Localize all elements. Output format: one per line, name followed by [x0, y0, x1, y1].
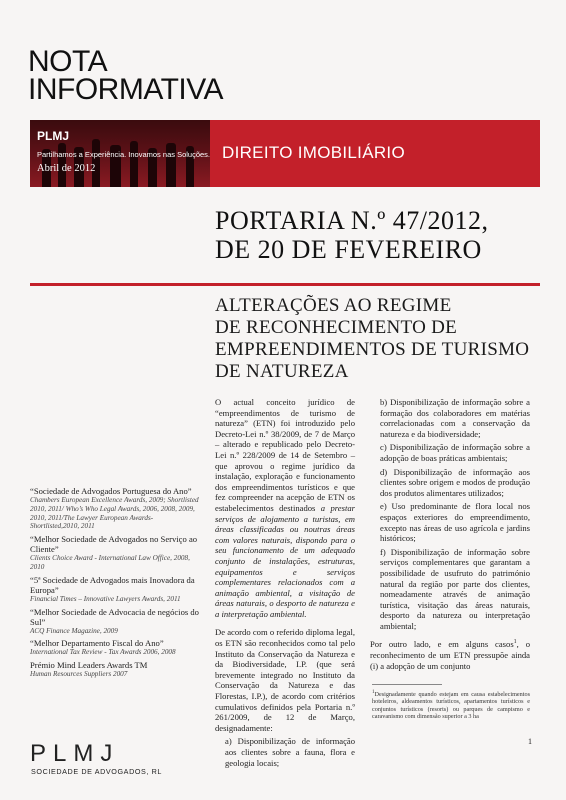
footnote-text: Designadamente quando estejam em causa estabelecimentos hoteleiros, aldeamentos turísticos, apartamentos turísticos e conjuntos turísticos (resorts) ou parques de campismo e caravanismo com dimensão superior a 3 ha: [372, 691, 530, 720]
subtitle-line4: DE NATUREZA: [215, 361, 349, 382]
award-title: “Melhor Departamento Fiscal do Ano”: [30, 638, 164, 649]
award-source: Financial Times – Innovative Lawyers Awards, 2011: [30, 594, 181, 603]
award-source: Human Resources Suppliers 2007: [30, 670, 128, 679]
footnote-divider: [372, 684, 442, 685]
award-title: “Melhor Sociedade de Advogados no Serviço ao Cliente”: [30, 534, 198, 555]
document-title: [215, 206, 489, 264]
award-source: International Tax Review - Tax Awards 2006, 2008: [30, 648, 176, 657]
footnote: [372, 689, 530, 720]
criteria-item-d: d) Disponibilização de informação aos clientes sobre origem e modos de produção dos produtos alimentares utilizados;: [380, 466, 530, 498]
award-title: “5ª Sociedade de Advogados mais Inovadora da Europa”: [30, 574, 195, 595]
body-column-right: [370, 397, 530, 674]
award-source: Clients Choice Award - International Law Office, 2008, 2010: [30, 554, 190, 571]
paragraph-criteria: De acordo com o referido diploma legal, os ETN são reconhecidos como tal pelo Instituto da Conservação da Natureza e da Biodiversidade, I.P. (que será brevemente integrado no Instituto da Conservação da Natureza e das Florestas, I.P.), de acordo com critérios cumulativos definidos pela Portaria n.º 261/2009, de 12 de Março, designadamente:: [215, 627, 355, 733]
criteria-item-c: c) Disponibilização de informação sobre a adopção de boas práticas ambientais;: [380, 442, 530, 463]
award-title: “Melhor Sociedade de Advocacia de negócios do Sul”: [30, 606, 199, 627]
subtitle-line1: ALTERAÇÕES AO REGIME: [215, 295, 452, 316]
criteria-item-f: f) Disponibilização de informação sobre serviços complementares que garantam a possibilidade de usufruto do património natural da região por parte dos clientes, nomeadamente através de animação turística, visitação das áreas naturais, desporto da natureza ou interpretação ambiental;: [380, 546, 530, 631]
footer-logo: PLMJ: [30, 740, 120, 767]
brand-name: PLMJ: [37, 129, 70, 143]
criteria-item-e: e) Uso predominante de flora local nos espaços exteriores do empreendimento, excepto nas áreas de uso agrícola e jardins históricos;: [380, 501, 530, 544]
footer-logo-subtitle: SOCIEDADE DE ADVOGADOS, RL: [31, 767, 163, 776]
paragraph-other-text2: , o reconhecimento de um ETN pressupõe ainda (i) a adopção de um conjunto: [370, 639, 530, 671]
body-column-left: [215, 397, 355, 771]
award-title: “Sociedade de Advogados Portuguesa do Ano”: [30, 486, 192, 496]
award-source: Chambers European Excellence Awards, 2009; Shortlisted 2010, 2011/ Who’s Who Legal Awards, 2006, 2008, 2009, 2010, 2011/The Lawyer European Awards-Shortlisted,2010, 2011: [30, 496, 199, 531]
paragraph-intro: [215, 397, 355, 619]
title-divider: [30, 283, 540, 286]
brand-slogan: Partilhamos a Experiência. Inovamos nas Soluções.: [37, 150, 211, 159]
footnote-number: 1: [372, 690, 375, 695]
award-source: ACQ Finance Magazine, 2009: [30, 626, 118, 635]
footnote-ref[interactable]: 1: [513, 639, 517, 646]
newsletter-title-line1: NOTA: [28, 45, 108, 78]
criteria-item-b: b) Disponibilização de informação sobre a formação dos colaboradores em matérias correlacionadas com a conservação da natureza e da biodiversidade;: [380, 397, 530, 439]
paragraph-intro-text: O actual conceito jurídico de “empreendimentos de turismo de natureza” (ETN) foi introduzido pelo Decreto-Lei n.º 38/2009, de 7 de Março – alterado e republicado pelo Decreto-Lei n.º 228/2009 de 14 de Setembro – que aprovou o regime jurídico da instalação, exploração e funcionamento dos empreendimentos turísticos e que fez compreender na acepção de ETN os estabelecimentos destinados: [215, 397, 355, 513]
paragraph-other-text: Por outro lado, e em alguns casos: [370, 639, 514, 650]
award-title: Prémio Mind Leaders Awards TM: [30, 660, 148, 671]
newsletter-title-line2: INFORMATIVA: [28, 73, 224, 106]
document-title-line2: DE 20 DE FEVEREIRO: [215, 235, 482, 264]
paragraph-other: [370, 637, 530, 671]
page-number: 1: [528, 737, 532, 746]
subtitle-line3: EMPREENDIMENTOS DE TURISMO: [215, 339, 530, 360]
document-subtitle: [215, 295, 529, 383]
issue-date: Abril de 2012: [37, 163, 96, 174]
criteria-item-a: a) Disponibilização de informação aos clientes sobre a fauna, flora e geologia locais;: [225, 736, 355, 768]
subtitle-line2: DE RECONHECIMENTO DE: [215, 317, 458, 338]
awards-list: [30, 486, 200, 682]
paragraph-intro-quote: a prestar serviços de alojamento a turistas, em áreas classificadas ou noutras áreas com valores naturais, dispondo para o seu funcionamento de um adequado conjunto de instalações, estruturas, equipamentos e serviços complementares relacionados com a animação ambiental, a visitação de áreas naturais, o desporto de natureza e a interpretação ambiental.: [215, 502, 355, 619]
practice-area: DIREITO IMOBILIÁRIO: [222, 143, 405, 162]
document-title-line1: PORTARIA N.º 47/2012,: [215, 206, 489, 235]
